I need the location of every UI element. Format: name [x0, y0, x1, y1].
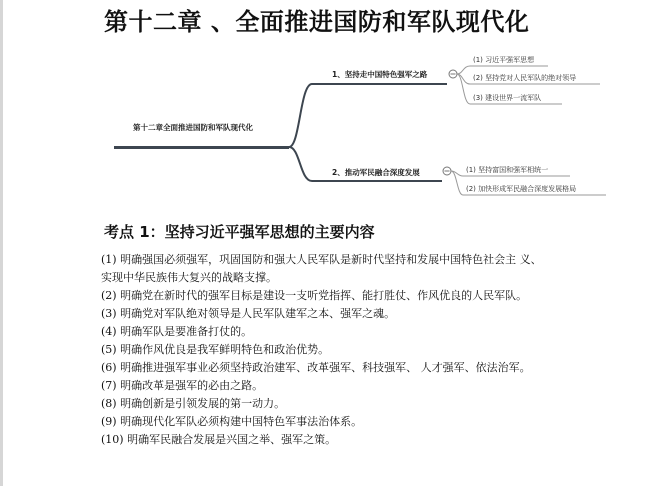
chapter-title: 第十二章 、全面推进国防和军队现代化 [104, 8, 530, 36]
mindmap-branch-2-label: 2、推动军民融合深度发展 [332, 168, 420, 177]
point-item: (3) 明确党对军队绝对领导是人民军队建军之本、强军之魂。 [101, 307, 396, 320]
mindmap-leaf-2-2: (2) 加快形成军民融合深度发展格局 [466, 185, 577, 193]
mindmap-branch-1-label: 1、坚持走中国特色强军之路 [332, 70, 428, 79]
mindmap-leaf-2-1: (1) 坚持富国和强军相统一 [466, 166, 549, 174]
leaf-connector-2-2 [451, 171, 463, 195]
leaf-connector-1-1 [457, 66, 470, 74]
point-item: (5) 明确作风优良是我军鲜明特色和政治优势。 [101, 343, 330, 356]
point-item: (1) 明确强国必须强军，巩固国防和强大人民军队是新时代坚持和发展中国特色社会主 义、 [101, 253, 542, 266]
branch-connector-2 [289, 147, 312, 181]
branch-connector-1 [289, 84, 312, 147]
section-title: 考点 1：坚持习近平强军思想的主要内容 [104, 223, 375, 241]
point-item: (6) 明确推进强军事业必须坚持政治建军、改革强军、科技强军、 人才强军、依法治军。 [101, 361, 531, 374]
mindmap-leaf-1-2: (2) 坚持党对人民军队的绝对领导 [473, 74, 577, 82]
mindmap-lines [0, 0, 667, 210]
point-item: (8) 明确创新是引领发展的第一动力。 [101, 397, 286, 410]
point-item: 实现中华民族伟大复兴的战略支撑。 [101, 271, 277, 284]
mindmap-leaf-1-1: (1) 习近平强军思想 [473, 56, 535, 64]
point-item: (10) 明确军民融合发展是兴国之举、强军之策。 [101, 433, 337, 446]
branch-1-underline [312, 83, 447, 85]
point-item: (7) 明确改革是强军的必由之路。 [101, 379, 264, 392]
mindmap [0, 0, 667, 210]
mindmap-leaf-1-3: (3) 建设世界一流军队 [473, 94, 542, 102]
root-underline [114, 146, 289, 149]
point-item: (4) 明确军队是要准备打仗的。 [101, 325, 253, 338]
leaf-connector-1-3 [457, 74, 470, 104]
mindmap-root-label: 第十二章全面推进国防和军队现代化 [133, 123, 253, 132]
points-list [101, 251, 601, 449]
point-item: (9) 明确现代化军队必须构建中国特色军事法治体系。 [101, 415, 363, 428]
branch-2-underline [312, 180, 442, 182]
point-item: (2) 明确党在新时代的强军目标是建设一支听党指挥、能打胜仗、作风优良的人民军队。 [101, 289, 528, 302]
